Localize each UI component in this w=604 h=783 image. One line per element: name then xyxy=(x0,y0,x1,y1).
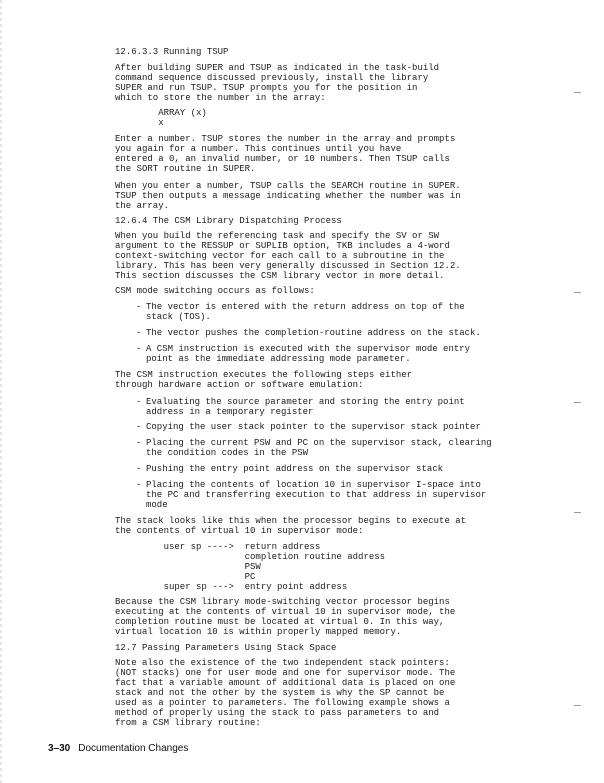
code-line: PSW xyxy=(115,562,261,572)
bullet-line: point as the immediate addressing mode parameter. xyxy=(146,354,411,364)
paragraph-line: from a CSM library routine: xyxy=(115,718,261,728)
margin-mark xyxy=(574,292,581,293)
paragraph-line: which to store the number in the array: xyxy=(115,93,326,103)
paragraph-line: context-switching vector for each call to a subroutine in the xyxy=(115,251,445,261)
section-heading: 12.6.3.3 Running TSUP xyxy=(115,47,229,57)
paragraph-line: stack and not the other by the system is why the SP cannot be xyxy=(115,688,445,698)
paragraph-line: entered a 0, an invalid number, or 10 numbers. Then TSUP calls xyxy=(115,154,450,164)
bullet-line: the PC and transferring execution to that address in supervisor xyxy=(146,490,487,500)
paragraph-line: When you build the referencing task and specify the SV or SW xyxy=(115,231,440,241)
bullet-line: address in a temporary register xyxy=(146,407,314,417)
code-line: super sp ---> entry point address xyxy=(115,582,348,592)
section-heading: 12.7 Passing Parameters Using Stack Space xyxy=(115,643,337,653)
footer-title: Documentation Changes xyxy=(78,743,189,754)
bullet-dash: - xyxy=(136,397,142,407)
bullet-dash: - xyxy=(136,328,142,338)
paragraph-line: you again for a number. This continues until you have xyxy=(115,144,402,154)
page-number: 3–30 xyxy=(48,743,71,754)
bullet-dash: - xyxy=(136,422,142,432)
paragraph-line: library. This has been very generally discussed in Section 12.2. xyxy=(115,261,461,271)
bullet-line: Copying the user stack pointer to the supervisor stack pointer xyxy=(146,422,481,432)
bullet-dash: - xyxy=(136,438,142,448)
bullet-line: stack (TOS). xyxy=(146,312,211,322)
paragraph-line: After building SUPER and TSUP as indicated in the task-build xyxy=(115,63,440,73)
paragraph-line: the SORT routine in SUPER. xyxy=(115,164,256,174)
code-line: ARRAY (x) xyxy=(115,108,207,118)
bullet-dash: - xyxy=(136,480,142,490)
bullet-line: Placing the contents of location 10 in supervisor I-space into xyxy=(146,480,481,490)
code-line: user sp ----> return address xyxy=(115,542,321,552)
paragraph-line: Note also the existence of the two independent stack pointers: xyxy=(115,658,450,668)
margin-mark xyxy=(574,402,581,403)
bullet-line: The vector pushes the completion-routine address on the stack. xyxy=(146,328,481,338)
paragraph-line: This section discusses the CSM library vector in more detail. xyxy=(115,271,445,281)
paragraph-line: through hardware action or software emulation: xyxy=(115,380,364,390)
bullet-line: A CSM instruction is executed with the supervisor mode entry xyxy=(146,344,471,354)
bullet-line: The vector is entered with the return address on top of the xyxy=(146,302,465,312)
code-line: PC xyxy=(115,572,256,582)
paragraph-line: virtual location 10 is within properly mapped memory. xyxy=(115,627,402,637)
bullet-line: Evaluating the source parameter and storing the entry point xyxy=(146,397,465,407)
margin-mark xyxy=(574,705,581,706)
section-heading: 12.6.4 The CSM Library Dispatching Process xyxy=(115,216,342,226)
paragraph-line: (NOT stacks) one for user mode and one for supervisor mode. The xyxy=(115,668,456,678)
bullet-line: the condition codes in the PSW xyxy=(146,448,309,458)
paragraph-line: Because the CSM library mode-switching vector processor begins xyxy=(115,597,450,607)
bullet-dash: - xyxy=(136,464,142,474)
paragraph-line: method of properly using the stack to pass parameters to and xyxy=(115,708,440,718)
paragraph-line: fact that a variable amount of additional data is placed on one xyxy=(115,678,456,688)
bullet-line: Placing the current PSW and PC on the supervisor stack, clearing xyxy=(146,438,492,448)
bullet-dash: - xyxy=(136,302,142,312)
paragraph-line: When you enter a number, TSUP calls the SEARCH routine in SUPER. xyxy=(115,181,461,191)
paragraph-line: the array. xyxy=(115,201,170,211)
paragraph-line: the contents of virtual 10 in supervisor mode: xyxy=(115,526,364,536)
bullet-line: mode xyxy=(146,500,168,510)
bullet-dash: - xyxy=(136,344,142,354)
bullet-line: Pushing the entry point address on the supervisor stack xyxy=(146,464,444,474)
paragraph-line: executing at the contents of virtual 10 in supervisor mode, the xyxy=(115,607,456,617)
page-footer xyxy=(48,743,188,754)
margin-mark xyxy=(574,512,581,513)
code-line: completion routine address xyxy=(115,552,386,562)
paragraph-line: The stack looks like this when the processor begins to execute at xyxy=(115,516,467,526)
code-line: x xyxy=(115,118,164,128)
paragraph-line: completion routine must be located at virtual 0. In this way, xyxy=(115,617,445,627)
paragraph-line: SUPER and run TSUP. TSUP prompts you for the position in xyxy=(115,83,418,93)
paragraph-line: used as a pointer to parameters. The following example shows a xyxy=(115,698,450,708)
paragraph-line: The CSM instruction executes the following steps either xyxy=(115,370,413,380)
paragraph-line: CSM mode switching occurs as follows: xyxy=(115,286,315,296)
paragraph-line: argument to the RESSUP or SUPLIB option, TKB includes a 4-word xyxy=(115,241,450,251)
margin-mark xyxy=(574,92,581,93)
paragraph-line: Enter a number. TSUP stores the number in the array and prompts xyxy=(115,134,456,144)
paragraph-line: command sequence discussed previously, install the library xyxy=(115,73,429,83)
paragraph-line: TSUP then outputs a message indicating whether the number was in xyxy=(115,191,461,201)
scan-edge xyxy=(0,0,2,783)
